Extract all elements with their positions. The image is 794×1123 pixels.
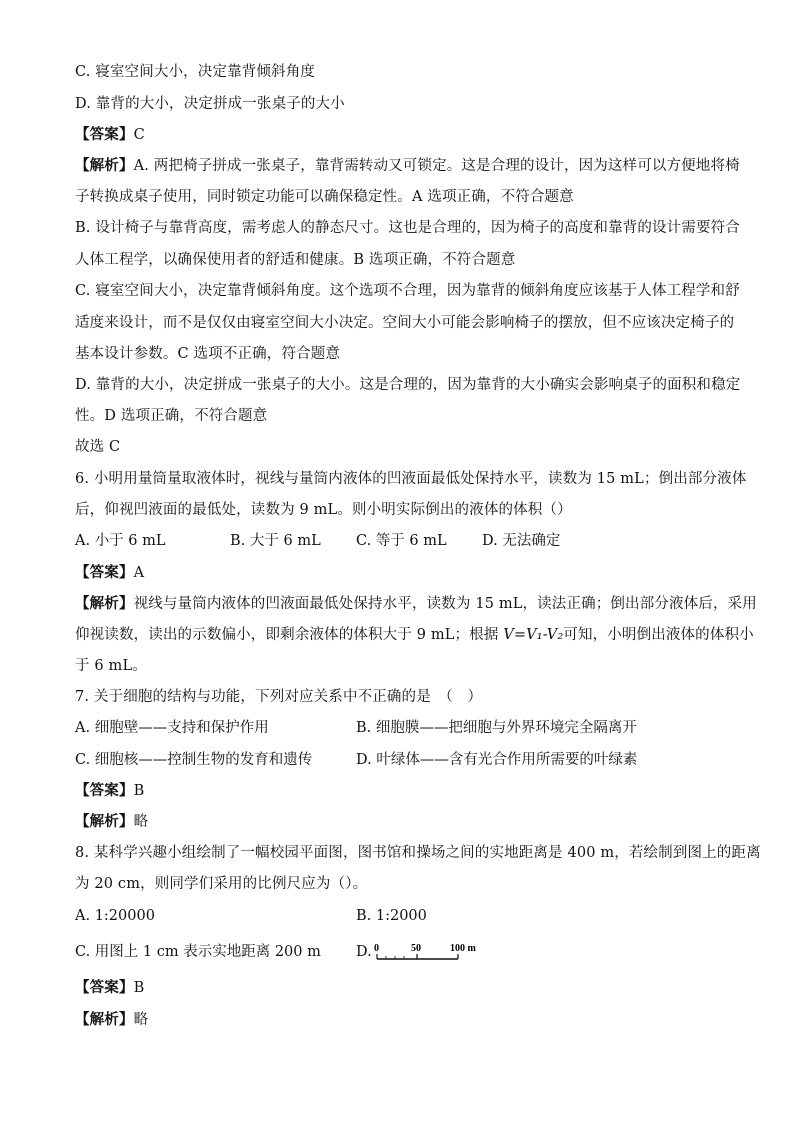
- answer-value: A: [133, 565, 145, 581]
- answer-tag: 【答案】: [75, 564, 134, 581]
- q7-option-a: A. 细胞壁——支持和保护作用: [75, 720, 269, 736]
- q8-stem-line: 8. 某科学兴趣小组绘制了一幅校园平面图，图书馆和操场之间的实地距离是 400 m，若绘制到图上的距离: [75, 845, 761, 861]
- q7-option-b: B. 细胞膜——把细胞与外界环境完全隔离开: [356, 720, 637, 736]
- analysis-tag: 【解析】: [75, 595, 134, 612]
- q5-analysis-line: 基本设计参数。C 选项不正确，符合题意: [75, 346, 341, 362]
- q6-stem-line: 后，仰视凹液面的最低处，读数为 9 mL。则小明实际倒出的液体的体积（）: [75, 502, 572, 518]
- analysis-text: 仰视读数，读出的示数偏小，即剩余液体的体积大于 9 mL；根据: [75, 627, 504, 643]
- q7-option-c: C. 细胞核——控制生物的发育和遗传: [75, 752, 313, 768]
- analysis-tag: 【解析】: [75, 1011, 134, 1028]
- analysis-text: 视线与量筒内液体的凹液面最低处保持水平，读数为 15 mL，读法正确；倒出部分液体后，采用: [133, 596, 757, 612]
- q5-analysis-line: C. 寝室空间大小，决定靠背倾斜角度。这个选项不合理，因为靠背的倾斜角度应该基于人体工程学和舒: [75, 283, 740, 299]
- q5-analysis-line: D. 靠背的大小，决定拼成一张桌子的大小。这是合理的，因为靠背的大小确实会影响桌子的面积和稳定: [75, 377, 741, 393]
- q5-analysis-line: 适度来设计，而不是仅仅由寝室空间大小决定。空间大小可能会影响椅子的摆放，但不应该决定椅子的: [75, 315, 735, 331]
- analysis-text: A. 两把椅子拼成一张桌子，靠背需转动又可锁定。这是合理的设计，因为这样可以方便地将椅: [133, 158, 740, 174]
- q6-analysis-line: 于 6 mL。: [75, 658, 147, 674]
- q6-analysis-line: [75, 625, 754, 645]
- q7-answer: [75, 781, 725, 801]
- q6-analysis-line: [75, 594, 757, 614]
- q6-option-c: C. 等于 6 mL: [356, 533, 447, 549]
- q5-analysis-line: 子转换成桌子使用，同时锁定功能可以确保稳定性。A 选项正确，不符合题意: [75, 189, 574, 205]
- q7-analysis: [75, 812, 725, 832]
- answer-value: C: [133, 127, 145, 143]
- q6-answer: [75, 563, 725, 583]
- q8-option-b: B. 1:2000: [356, 908, 427, 924]
- q7-option-d: D. 叶绿体——含有光合作用所需要的叶绿素: [356, 752, 638, 768]
- q6-stem-line: 6. 小明用量筒量取液体时，视线与量筒内液体的凹液面最低处保持水平，读数为 15 mL；倒出部分液体: [75, 471, 747, 487]
- scale-bar-figure: [372, 942, 482, 968]
- q5-analysis-line: B. 设计椅子与靠背高度，需考虑人的静态尺寸。这也是合理的，因为椅子的高度和靠背的设计需要符合: [75, 220, 740, 236]
- volume-formula: V=V₁-V₂: [503, 627, 564, 643]
- answer-tag: 【答案】: [75, 979, 134, 996]
- q6-option-d: D. 无法确定: [482, 533, 561, 549]
- q5-analysis-line: 人体工程学，以确保使用者的舒适和健康。B 选项正确，不符合题意: [75, 252, 516, 268]
- analysis-tag: 【解析】: [75, 157, 134, 174]
- analysis-text: 略: [133, 1012, 149, 1028]
- q5-conclusion: 故选 C: [75, 439, 121, 455]
- q8-analysis: [75, 1010, 725, 1030]
- scale-label-100: 100 m: [450, 943, 476, 954]
- q5-analysis-line: 性。D 选项正确，不符合题意: [75, 408, 268, 424]
- q5-option-d: D. 靠背的大小，决定拼成一张桌子的大小: [75, 96, 345, 112]
- q8-option-d-label: D.: [356, 944, 372, 960]
- q8-stem-line: 为 20 cm，则同学们采用的比例尺应为（）。: [75, 876, 368, 892]
- answer-value: B: [133, 783, 145, 799]
- analysis-text: 略: [133, 814, 149, 830]
- answer-tag: 【答案】: [75, 782, 134, 799]
- q5-option-c: C. 寝室空间大小，决定靠背倾斜角度: [75, 64, 315, 80]
- scale-label-0: 0: [374, 943, 379, 954]
- analysis-tag: 【解析】: [75, 813, 134, 830]
- analysis-text: 可知，小明倒出液体的体积小: [563, 627, 754, 643]
- q8-option-a: A. 1:20000: [75, 908, 155, 924]
- scale-label-50: 50: [411, 943, 421, 954]
- q6-option-b: B. 大于 6 mL: [230, 533, 321, 549]
- answer-tag: 【答案】: [75, 126, 134, 143]
- answer-value: B: [133, 980, 145, 996]
- q6-option-a: A. 小于 6 mL: [75, 533, 166, 549]
- q5-answer: [75, 125, 725, 145]
- q8-answer: [75, 978, 725, 998]
- q7-stem: 7. 关于细胞的结构与功能，下列对应关系中不正确的是 （ ）: [75, 689, 483, 705]
- q5-analysis-line: [75, 156, 740, 176]
- q8-option-c: C. 用图上 1 cm 表示实地距离 200 m: [75, 944, 321, 960]
